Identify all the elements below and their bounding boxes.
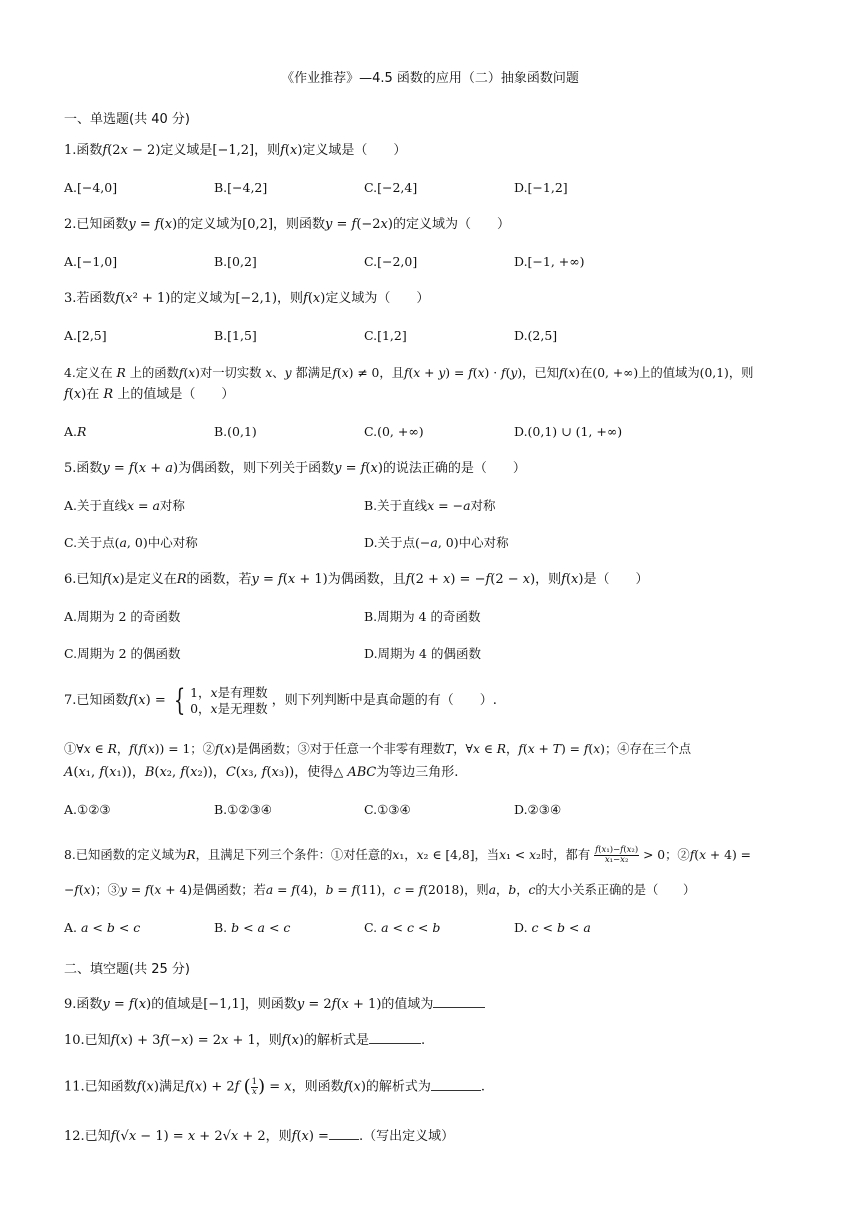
question-12-end: .（写出定义域） [358,1129,455,1144]
section-heading-single-choice: 一、单选题(共 40 分) [64,112,190,127]
question-5-option-b: B.关于直线𝑥 = −𝑎对称 [364,498,496,513]
question-8-option-d: D. 𝑐 < 𝑏 < 𝑎 [514,920,591,935]
question-1-stem: 1.函数𝑓(2𝑥 − 2)定义域是[−1,2]，则𝑓(𝑥)定义域是（ ） [64,143,407,158]
question-9-stem [64,995,485,1014]
section-heading-fill-in: 二、填空题(共 25 分) [64,962,190,977]
question-5-option-c: C.关于点(𝑎, 0)中心对称 [64,535,198,550]
question-1-option-d: D.[−1,2] [514,180,568,195]
answer-blank[interactable] [369,1031,421,1044]
question-5-option-d: D.关于点(−𝑎, 0)中心对称 [364,535,509,550]
document-title: 《作业推荐》—4.5 函数的应用（二）抽象函数问题 [281,71,579,86]
question-4-stem-line-1: 4.定义在 𝑅 上的函数𝑓(𝑥)对一切实数 𝑥、𝑦 都满足𝑓(𝑥) ≠ 0，且𝑓(𝑥 + 𝑦) = 𝑓(𝑥) · 𝑓(𝑦)，已知𝑓(𝑥)在(0, +∞)上的值域为(0,1)，则 [64,366,754,380]
question-8-stem-line-2: −𝑓(𝑥)；③𝑦 = 𝑓(𝑥 + 4)是偶函数；若𝑎 = 𝑓(4)，𝑏 = 𝑓(11)，𝑐 = 𝑓(2018)，则𝑎，𝑏，𝑐的大小关系正确的是（ ） [64,883,696,897]
question-7-prefix: 7.已知函数𝑓(𝑥) = [64,693,166,708]
question-8-option-b: B. 𝑏 < 𝑎 < 𝑐 [214,920,291,935]
question-2-option-b: B.[0,2] [214,254,257,269]
question-7-option-d: D.②③④ [514,802,562,817]
brace-symbol: { [173,682,186,718]
question-6-option-d: D.周期为 4 的偶函数 [364,646,481,661]
question-11-end: . [480,1079,486,1095]
question-7-statements-line-2: 𝐴(𝑥₁, 𝑓(𝑥₁))，𝐵(𝑥₂, 𝑓(𝑥₂))，𝐶(𝑥₃, 𝑓(𝑥₃))，使得△ 𝐴𝐵𝐶为等边三角形. [64,765,459,780]
question-4-option-d: D.(0,1) ∪ (1, +∞) [514,424,623,439]
question-1-option-c: C.[−2,4] [364,180,418,195]
question-6-option-c: C.周期为 2 的偶函数 [64,646,181,661]
question-11-stem [64,1074,485,1101]
question-11-text-a: 11.已知函数𝑓(𝑥)满足𝑓(𝑥) + 2𝑓 [64,1079,240,1095]
question-1-option-b: B.[−4,2] [214,180,268,195]
question-9-text: 9.函数𝑦 = 𝑓(𝑥)的值域是[−1,1]，则函数𝑦 = 2𝑓(𝑥 + 1)的值域为 [64,997,434,1012]
question-5-stem: 5.函数𝑦 = 𝑓(𝑥 + 𝑎)为偶函数，则下列关于函数𝑦 = 𝑓(𝑥)的说法正确的是（ ） [64,461,526,476]
question-3-stem: 3.若函数𝑓(𝑥² + 1)的定义域为[−2,1)，则𝑓(𝑥)定义域为（ ） [64,291,430,306]
question-6-option-a: A.周期为 2 的奇函数 [64,609,181,624]
question-11-text-b: = 𝑥，则函数𝑓(𝑥)的解析式为 [269,1079,431,1095]
answer-blank[interactable] [433,995,485,1008]
question-4-stem-line-2: 𝑓(𝑥)在 𝑅 上的值域是（ ） [64,387,235,402]
question-2-option-a: A.[−1,0] [64,254,118,269]
question-12-text: 12.已知𝑓(√𝑥 − 1) = 𝑥 + 2√𝑥 + 2，则𝑓(𝑥) = [64,1129,329,1144]
question-6-option-b: B.周期为 4 的奇函数 [364,609,481,624]
question-8-text-a: 8.已知函数的定义域为𝑅，且满足下列三个条件：①对任意的𝑥₁，𝑥₂ ∈ [4,8]，当𝑥₁ < 𝑥₂时，都有 [64,848,591,862]
question-4-option-a: A.𝑅 [64,424,87,439]
question-7-option-a: A.①②③ [64,802,111,817]
question-7-option-c: C.①③④ [364,802,411,817]
question-7-suffix: ，则下列判断中是真命题的有（ ）. [271,693,497,708]
question-2-option-c: C.[−2,0] [364,254,418,269]
question-8-stem-line-1 [64,846,751,865]
question-3-option-c: C.[1,2] [364,328,407,343]
fraction-numerator: 1 [251,1076,258,1087]
answer-blank[interactable] [431,1078,481,1091]
question-2-stem: 2.已知函数𝑦 = 𝑓(𝑥)的定义域为[0,2]，则函数𝑦 = 𝑓(−2𝑥)的定义域为（ ） [64,217,510,232]
piecewise-case-2: 0，𝑥是无理数 [190,700,268,716]
question-10-text: 10.已知𝑓(𝑥) + 3𝑓(−𝑥) = 2𝑥 + 1，则𝑓(𝑥)的解析式是 [64,1033,370,1048]
question-7-statements-line-1: ①∀𝑥 ∈ 𝑅，𝑓(𝑓(𝑥)) = 1；②𝑓(𝑥)是偶函数；③对于任意一个非零有理数𝑇，∀𝑥 ∈ 𝑅，𝑓(𝑥 + 𝑇) = 𝑓(𝑥)；④存在三个点 [64,742,692,756]
question-8-fraction [594,846,639,865]
answer-blank[interactable] [329,1127,359,1140]
question-5-option-a: A.关于直线𝑥 = 𝑎对称 [64,498,185,513]
question-4-option-c: C.(0, +∞) [364,424,424,439]
right-paren-symbol: ) [258,1076,266,1097]
question-12-stem [64,1127,454,1146]
question-3-option-a: A.[2,5] [64,328,107,343]
question-3-option-d: D.(2,5] [514,328,558,343]
question-10-end: . [421,1033,426,1048]
question-1-option-a: A.[−4,0] [64,180,118,195]
question-11-fraction [251,1078,258,1097]
piecewise-cases [190,685,268,717]
question-8-option-c: C. 𝑎 < 𝑐 < 𝑏 [364,920,441,935]
question-6-stem: 6.已知𝑓(𝑥)是定义在𝑅的函数，若𝑦 = 𝑓(𝑥 + 1)为偶函数，且𝑓(2 + 𝑥) = −𝑓(2 − 𝑥)，则𝑓(𝑥)是（ ） [64,572,649,587]
question-7-option-b: B.①②③④ [214,802,272,817]
question-8-option-a: A. 𝑎 < 𝑏 < 𝑐 [64,920,141,935]
left-paren-symbol: ( [243,1076,251,1097]
question-4-option-b: B.(0,1) [214,424,257,439]
question-2-option-d: D.[−1, +∞) [514,254,585,269]
piecewise-case-1: 1，𝑥是有理数 [190,684,268,700]
fraction-denominator: 𝑥₁−𝑥₂ [604,855,629,865]
question-10-stem [64,1031,425,1050]
fraction-denominator: 𝑥 [251,1086,257,1097]
question-3-option-b: B.[1,5] [214,328,257,343]
question-7-stem [64,684,497,718]
question-8-text-b: > 0；②𝑓(𝑥 + 4) = [643,848,751,862]
fraction-numerator: 𝑓(𝑥₁)−𝑓(𝑥₂) [595,845,639,855]
